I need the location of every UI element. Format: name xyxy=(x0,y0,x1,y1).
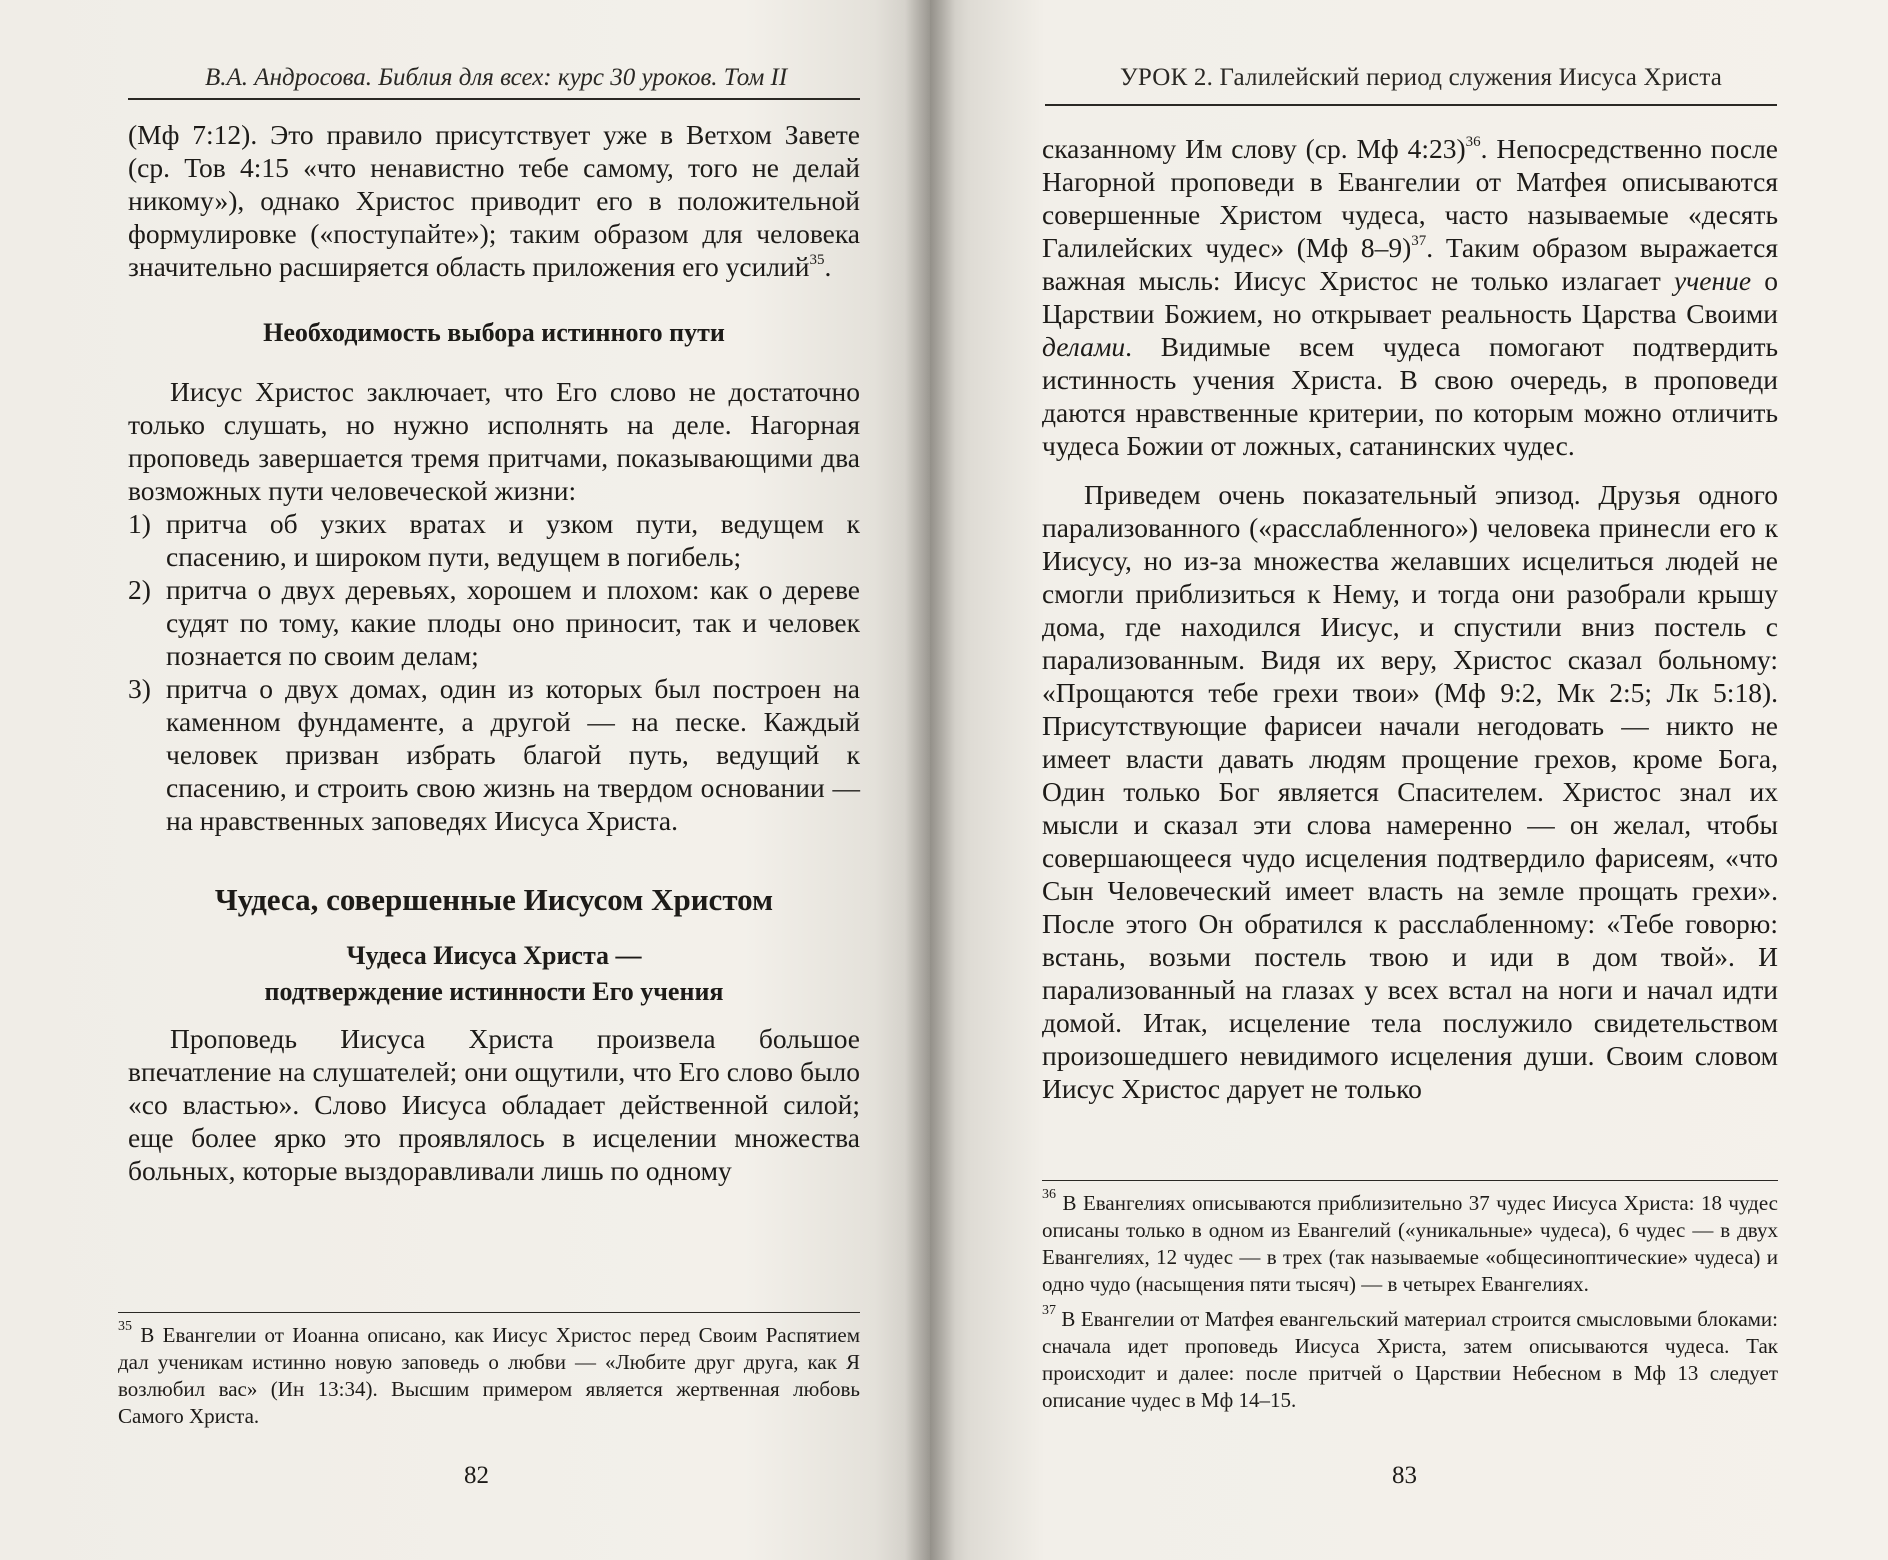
emphasis-deeds: делами xyxy=(1042,331,1126,362)
paragraph-3: Проповедь Иисуса Христа произвела большое впечатление на слушателей; они ощутили, что Его слово было «со властью». Слово Иисуса обладает действенной силой; еще более ярко это проявлялось в исцелении множества больных, которые выздоравливали лишь по одному xyxy=(128,1023,860,1186)
footnote-ref-36: 36 xyxy=(1465,134,1481,150)
left-text-column xyxy=(128,118,860,1187)
paragraph-1 xyxy=(1042,132,1778,462)
footnote-number: 36 xyxy=(1042,1187,1056,1202)
list-item-text: притча об узких вратах и узком пути, ведущем к спасению, и широком пути, ведущем в погибель; xyxy=(166,508,860,572)
list-number: 1) xyxy=(128,508,151,539)
subtitle-line-2: подтверждение истинности Его учения xyxy=(264,977,724,1006)
list-item-text: притча о двух домах, один из которых был построен на каменном фундаменте, а другой — на песке. Каждый человек призван избрать благой путь, ведущий к спасению, и строить свою жизнь на твердом основании — на нравственных заповедях Иисуса Христа. xyxy=(166,673,860,836)
footnote-36 xyxy=(1042,1187,1779,1298)
emphasis-teaching: учение xyxy=(1673,265,1752,296)
list-item xyxy=(128,672,860,837)
paragraph-1-end: . xyxy=(824,251,832,282)
footnote-rule-right xyxy=(1042,1180,1778,1181)
footnotes-left xyxy=(118,1319,860,1438)
subtitle-line-1: Чудеса Иисуса Христа — xyxy=(346,941,642,970)
paragraph-1 xyxy=(128,118,860,283)
paragraph-2: Иисус Христос заключает, что Его слово не достаточно только слушать, но нужно исполнять на деле. Нагорная проповедь завершается тремя притчами, показывающими два возможных пути человеческой жизни: xyxy=(128,376,860,506)
page-number-left: 82 xyxy=(464,1462,489,1489)
book-gutter-shadow xyxy=(905,0,955,1560)
footnote-35 xyxy=(118,1319,860,1430)
footnote-ref-35: 35 xyxy=(809,252,825,268)
right-text-column xyxy=(1042,132,1778,1105)
running-head-left: В.А. Андросова. Библия для всех: курс 30 уроков. Том II xyxy=(205,64,788,91)
text-segment: о Царствии Божием, но открывает реальность Царства Своими xyxy=(1042,265,1778,329)
list-item-text: притча о двух деревьях, хорошем и плохом: как о дереве судят по тому, какие плоды оно приносит, так и человек познается по своим делам; xyxy=(166,574,860,671)
footnote-rule-left xyxy=(118,1312,860,1313)
paragraph-2: Приведем очень показательный эпизод. Друзья одного парализованного («расслабленного») человека принесли его к Иисусу, но из-за множества желавших исцелиться людей не смогли приблизиться к Нему, и тогда они разобрали крышу дома, где находился Иисус, и спустили вниз постель с парализованным. Видя их веру, Христос сказал больному: «Прощаются тебе грехи твои» (Мф 9:2, Мк 2:5; Лк 5:18). Присутствующие фарисеи начали негодовать — никто не имеет власти давать людям прощение грехов, кроме Бога, Один только Бог является Спасителем. Христос знал их мысли и сказал эти слова намеренно — он желал, чтобы совершающееся чудо исцеления подтвердило фарисеям, «что Сын Человеческий имеет власть на земле прощать грехи». После этого Он обратился к расслабленному: «Тебе говорю: встань, возьми постель твою и иди в дом твой». И парализованный на глазах у всех встал на ноги и начал идти домой. Итак, исцеление тела послужило свидетельством произошедшего невидимого исцеления души. Своим словом Иисус Христос дарует не только xyxy=(1042,479,1778,1104)
footnote-text: В Евангелиях описываются приблизительно 37 чудес Иисуса Христа: 18 чудес описаны только в одном из Евангелий («уникальные» чудеса), 6 чудес — в двух Евангелиях, 12 чудес — в трех (так называемые «общесиноптические» чудеса) и одно чудо (насыщения пяти тысяч) — в четырех Евангелиях. xyxy=(1042,1191,1779,1296)
footnotes-right xyxy=(1042,1187,1779,1422)
paragraph-1-text: (Мф 7:12). Это правило присутствует уже в Ветхом Завете (ср. Тов 4:15 «что ненавистно тебе самому, того не делай никому»), однако Христос приводит его в положительной формулировке («поступайте»); таким образом для человека значительно расширяется область приложения его усилий xyxy=(128,119,860,282)
header-rule-left xyxy=(128,98,860,100)
text-segment: . Таким образом выражается важная мысль: Иисус Христос не только излагает xyxy=(1042,232,1778,296)
list-item xyxy=(128,573,860,672)
subtitle-miracles xyxy=(128,938,860,1010)
heading-choice-of-path: Необходимость выбора истинного пути xyxy=(263,318,725,347)
parables-list xyxy=(128,507,860,837)
page-number-right: 83 xyxy=(1392,1462,1417,1489)
footnote-number: 37 xyxy=(1042,1303,1056,1318)
header-rule-right xyxy=(1045,104,1777,106)
footnote-ref-37: 37 xyxy=(1411,233,1427,249)
section-title-miracles: Чудеса, совершенные Иисусом Христом xyxy=(214,882,774,917)
text-segment: . Видимые всем чудеса помогают подтвердить истинность учения Христа. В свою очередь, в проповеди даются нравственные критерии, по которым можно отличить чудеса Божии от ложных, сатанинских чудес. xyxy=(1042,331,1778,461)
right-page xyxy=(930,0,1888,1560)
text-segment: сказанному Им слову (ср. Мф 4:23) xyxy=(1042,133,1466,164)
text-segment: . Непосредственно после Нагорной проповеди в Евангелии от Матфея описываются совершенные Христом чудеса, часто называемые «десять Галилейских чудес» (Мф 8–9) xyxy=(1042,133,1779,263)
list-number: 2) xyxy=(128,574,151,605)
list-item xyxy=(128,507,860,573)
footnote-text: В Евангелии от Матфея евангельский материал строится смысловыми блоками: сначала идет проповедь Иисуса Христа, затем описываются чудеса. Так происходит и далее: после притчей о Царствии Небесном в Мф 13 следует описание чудес в Мф 14–15. xyxy=(1042,1307,1779,1412)
left-page xyxy=(0,0,930,1560)
list-number: 3) xyxy=(128,673,151,704)
footnote-number: 35 xyxy=(118,1319,132,1334)
footnote-text: В Евангелии от Иоанна описано, как Иисус Христос перед Своим Распятием дал ученикам истинно новую заповедь о любви — «Любите друг друга, как Я возлюбил вас» (Ин 13:34). Высшим примером является жертвенная любовь Самого Христа. xyxy=(118,1323,860,1428)
footnote-37 xyxy=(1042,1303,1779,1414)
running-head-right: УРОК 2. Галилейский период служения Иисуса Христа xyxy=(1120,64,1723,91)
